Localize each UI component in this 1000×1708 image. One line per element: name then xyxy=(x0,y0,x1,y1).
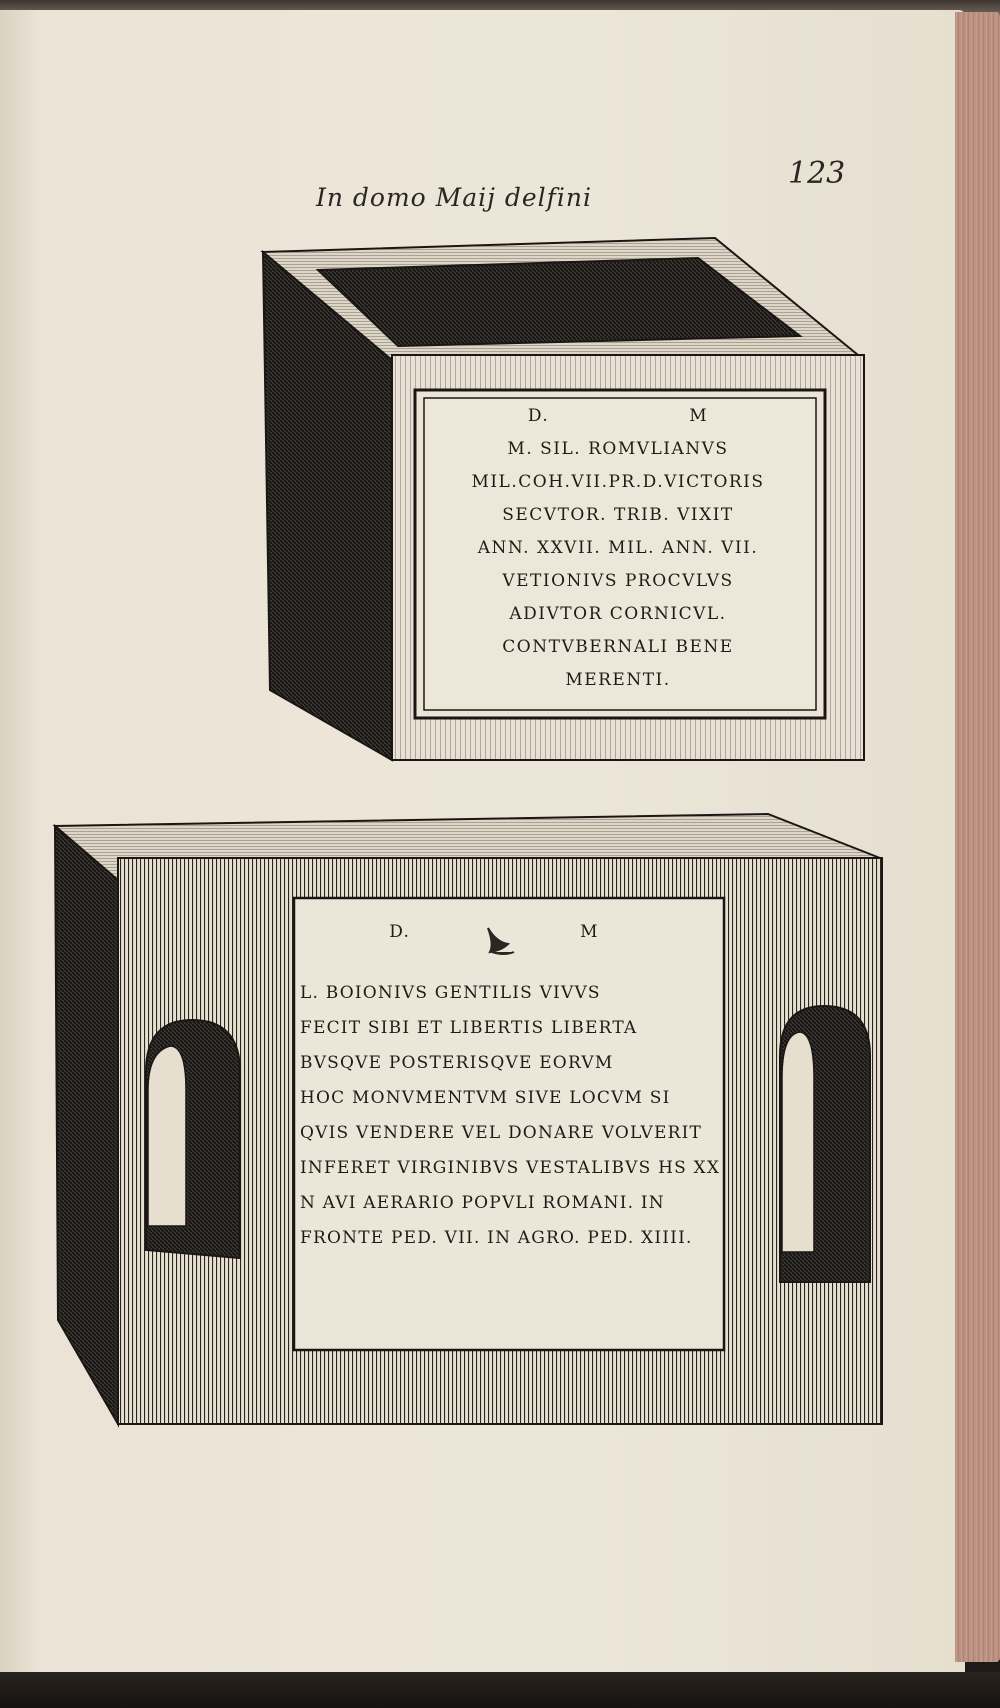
inscription-line: CONTVBERNALI BENE xyxy=(502,637,734,657)
lower-monument-side xyxy=(55,826,118,1424)
upper-inscription xyxy=(424,400,812,704)
inscription-line: VETIONIVS PROCVLVS xyxy=(502,571,734,591)
page-number: 123 xyxy=(788,156,846,191)
inscription-line: ANN. XXVII. MIL. ANN. VII. xyxy=(477,538,759,558)
inscription-line: BVSQVE POSTERISQVE EORVM xyxy=(300,1053,614,1073)
dm-right: M xyxy=(689,406,709,426)
left-niche-opening xyxy=(148,1046,186,1226)
dm-right: M xyxy=(580,922,599,942)
inscription-line: MIL.COH.VII.PR.D.VICTORIS xyxy=(471,472,765,492)
inscription-line: N AVI AERARIO POPVLI ROMANI. IN xyxy=(300,1193,665,1213)
right-niche-opening xyxy=(782,1032,814,1252)
inscription-line: MERENTI. xyxy=(565,670,671,690)
dm-header xyxy=(300,915,718,950)
dm-left: D. xyxy=(389,922,411,942)
lower-inscription xyxy=(300,915,721,1248)
inscription-line: HOC MONVMENTVM SIVE LOCVM SI xyxy=(300,1088,671,1108)
dm-left: D. xyxy=(527,406,550,426)
inscription-line: ADIVTOR CORNICVL. xyxy=(509,604,727,624)
inscription-line: L. BOIONIVS GENTILIS VIVVS xyxy=(300,983,601,1003)
inscription-line: FRONTE PED. VII. IN AGRO. PED. XIIII. xyxy=(300,1228,693,1248)
inscription-line: QVIS VENDERE VEL DONARE VOLVERIT xyxy=(300,1123,703,1143)
inscription-line: SECVTOR. TRIB. VIXIT xyxy=(502,505,734,525)
dm-header xyxy=(424,400,812,433)
page-caption: In domo Maij delfini xyxy=(316,183,593,212)
inscription-line: M. SIL. ROMVLIANVS xyxy=(507,439,729,459)
inscription-line: INFERET VIRGINIBVS VESTALIBVS HS XX xyxy=(300,1158,721,1178)
inscription-line: FECIT SIBI ET LIBERTIS LIBERTA xyxy=(300,1018,638,1038)
